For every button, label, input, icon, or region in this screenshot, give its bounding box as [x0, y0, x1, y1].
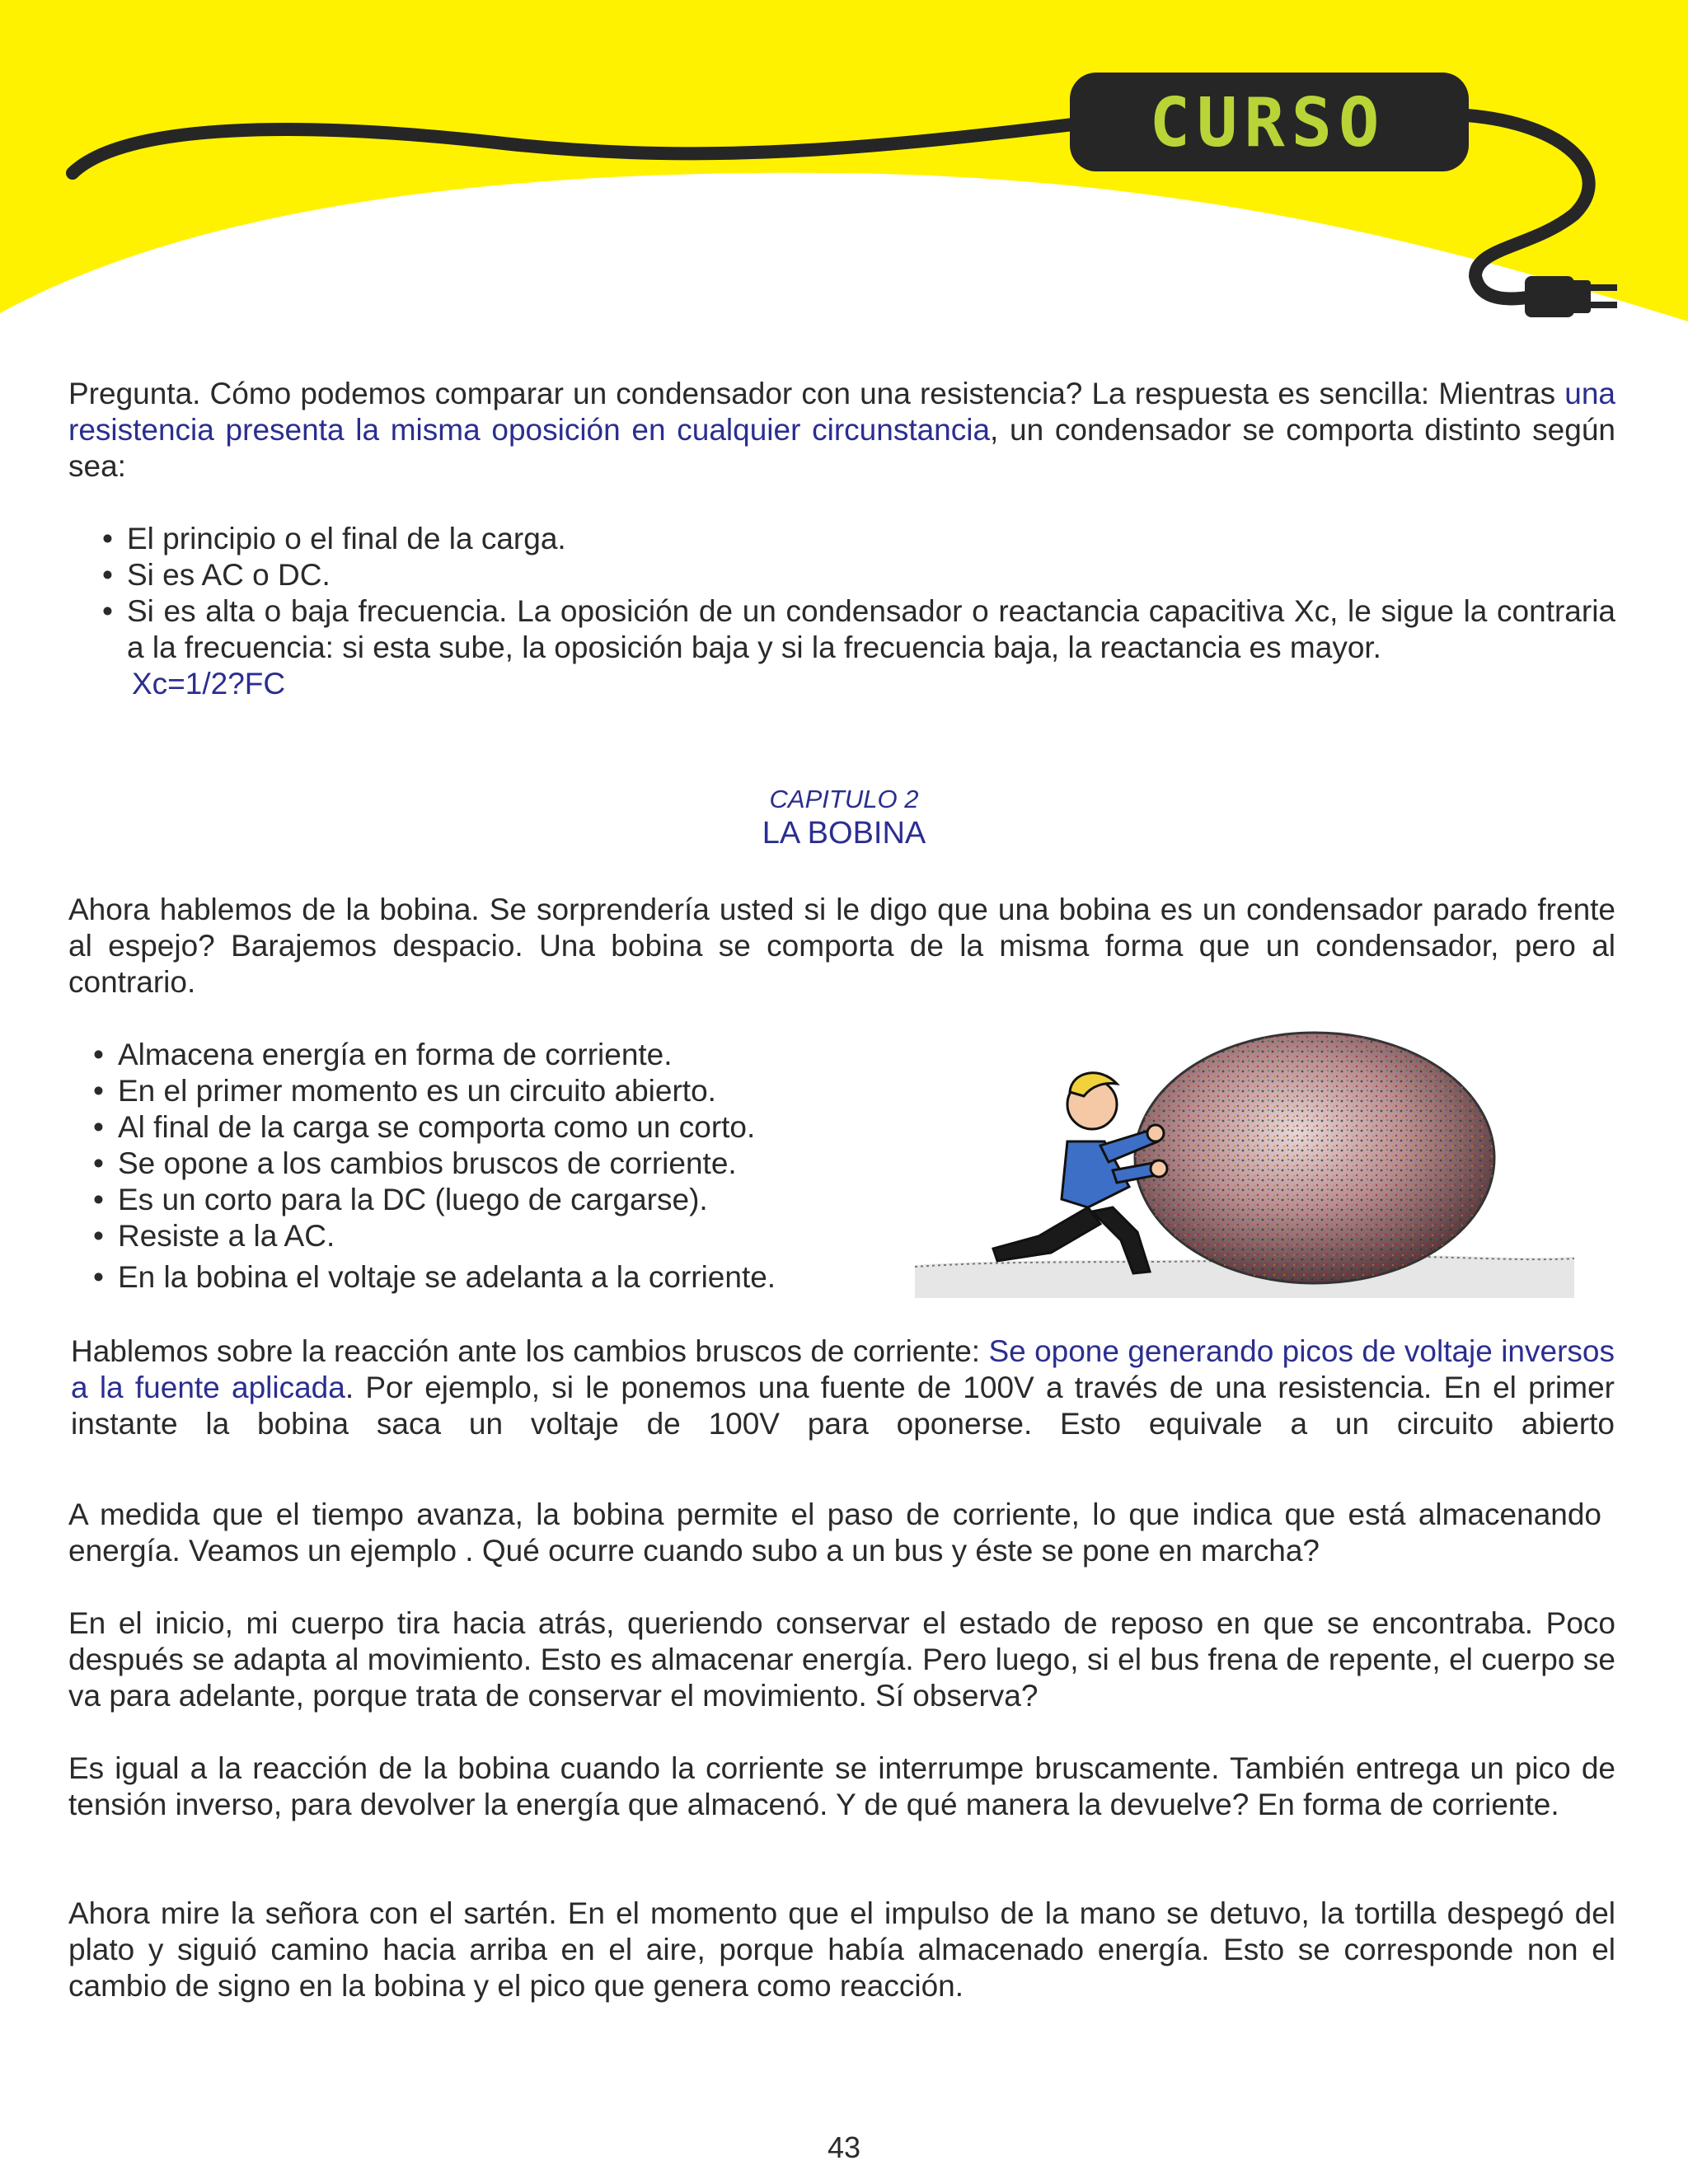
list-item: • En la bobina el voltaje se adelanta a la corriente. — [93, 1260, 776, 1294]
bobina-list — [93, 1037, 917, 1296]
course-label: CURSO — [1149, 84, 1386, 162]
reaction-paragraph: Hablemos sobre la reacción ante los cambios bruscos de corriente: Se opone generando picos de voltaje inversos a la fuente aplicada. Por ejemplo, si le ponemos una fuente de 100V a través de una resistencia. En el primer instante la bobina saca un voltaje de 100V para oponerse. Esto equivale a un circuito abierto — [71, 1334, 1615, 1441]
reaction-highlight: Se opone generando picos de voltaje inversos a la fuente aplicada — [71, 1334, 1615, 1404]
paragraph-bus-example: A medida que el tiempo avanza, la bobina permite el paso de corriente, lo que indica que está almacenando energía. Veamos un ejemplo . Qué ocurre cuando subo a un bus y éste se pone en marcha? — [68, 1497, 1601, 1568]
man-pushing-boulder-illustration — [915, 1010, 1574, 1331]
header-banner — [0, 0, 1688, 330]
chapter-kicker: CAPITULO 2 — [769, 785, 919, 813]
list-item: • Si es alta o baja frecuencia. La oposición de un condensador o reactancia capacitiva Xc, le sigue la contraria a la frecuencia: si esta sube, la oposición baja y si la frecuencia baja, la reactancia es mayor. — [102, 594, 1615, 664]
boulder — [1135, 1033, 1494, 1283]
list-item: • Almacena energía en forma de corriente. — [93, 1038, 673, 1071]
list-item: • Si es AC o DC. — [102, 558, 331, 592]
list-item: • Al final de la carga se comporta como un corto. — [93, 1110, 756, 1144]
formula: Xc=1/2?FC — [132, 667, 286, 701]
chapter-title: LA BOBINA — [762, 816, 926, 851]
intro-paragraph: Pregunta. Cómo podemos comparar un condensador con una resistencia? La respuesta es sencilla: Mientras una resistencia presenta la misma oposición en cualquier circunstancia, un condensador se comporta distinto según sea: — [68, 377, 1615, 483]
list-item: • Es un corto para la DC (luego de cargarse). — [93, 1183, 708, 1216]
intro-highlight: una resistencia presenta la misma oposición en cualquier circunstancia — [68, 377, 1615, 447]
list-item: • Se opone a los cambios bruscos de corriente. — [93, 1146, 737, 1180]
bobina-intro-paragraph: Ahora hablemos de la bobina. Se sorprendería usted si le digo que una bobina es un condensador parado frente al espejo? Barajemos despacio. Una bobina se comporta de la misma forma que un condensador, pero al contrario. — [68, 893, 1615, 999]
man — [993, 1073, 1167, 1273]
capacitor-list — [102, 521, 1615, 666]
list-item: • En el primer momento es un circuito abierto. — [93, 1074, 716, 1108]
list-item: • El principio o el final de la carga. — [102, 522, 566, 555]
list-item: • Resiste a la AC. — [93, 1219, 335, 1253]
paragraph-tortilla: Ahora mire la señora con el sartén. En el momento que el impulso de la mano se detuvo, la tortilla despegó del plato y siguió camino hacia arriba en el aire, porque había almacenado energía. Esto se corresponde non el cambio de signo en la bobina y el pico que genera como reacción. — [68, 1896, 1615, 2003]
paragraph-inertia: En el inicio, mi cuerpo tira hacia atrás, queriendo conservar el estado de reposo en que se encontraba. Poco después se adapta al movimiento. Esto es almacenar energía. Pero luego, si el bus frena de repente, el cuerpo se va para adelante, porque trata de conservar el movimiento. Sí observa? — [68, 1606, 1615, 1713]
paragraph-reaction: Es igual a la reacción de la bobina cuando la corriente se interrumpe bruscamente. También entrega un pico de tensión inverso, para devolver la energía que almacenó. Y de qué manera la devuelve? En forma de corriente. — [68, 1751, 1615, 1821]
page-number: 43 — [827, 2130, 861, 2164]
